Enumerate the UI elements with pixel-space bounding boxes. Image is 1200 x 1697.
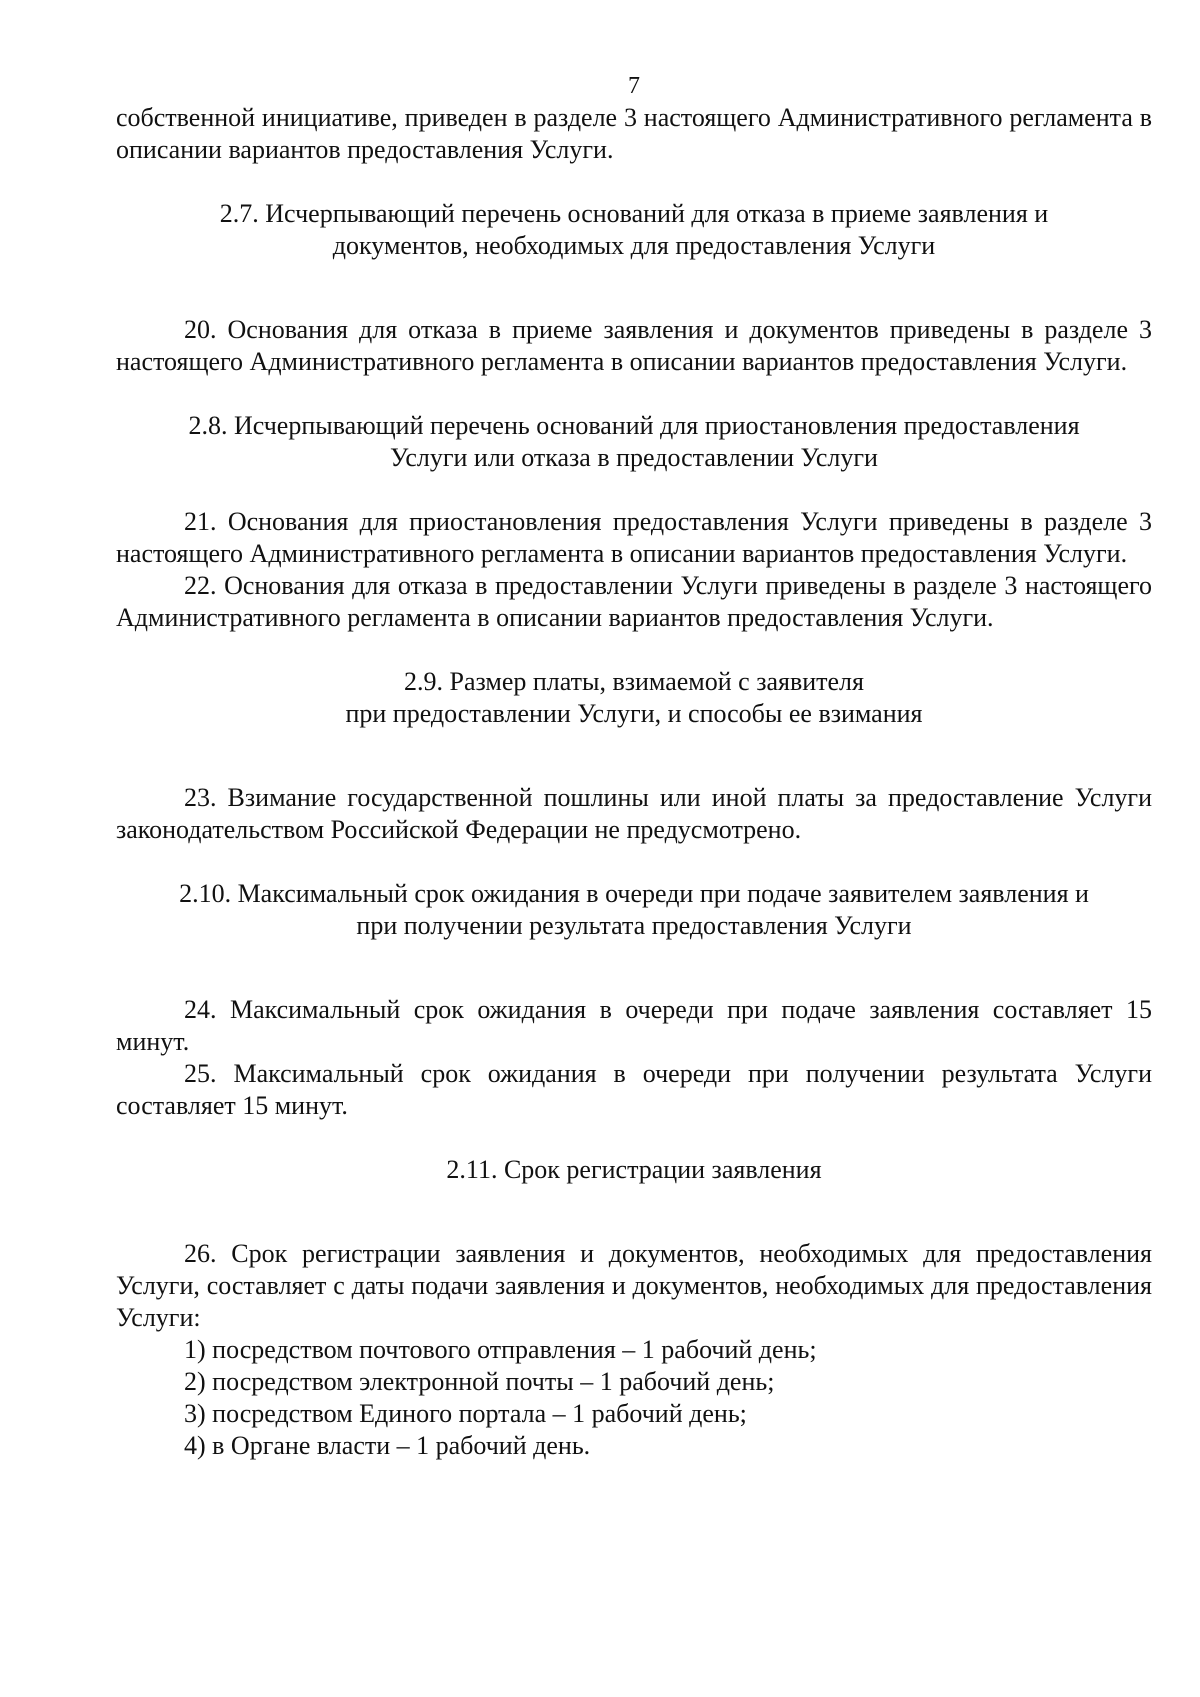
paragraph-24: 24. Максимальный срок ожидания в очереди при подаче заявления составляет 15 минут. <box>116 995 1152 1056</box>
heading-line: при предоставлении Услуги, и способы ее взимания <box>345 699 923 728</box>
section-heading-2-10 <box>116 878 1152 942</box>
paragraph-26: 26. Срок регистрации заявления и документов, необходимых для предоставления Услуги, составляет с даты подачи заявления и документов, необходимых для предоставления Услуги: <box>116 1239 1152 1332</box>
page-number: 7 <box>628 73 640 99</box>
section-heading-2-8 <box>116 410 1152 474</box>
heading-line: 2.8. Исчерпывающий перечень оснований для приостановления предоставления <box>188 411 1080 440</box>
heading-line: 2.11. Срок регистрации заявления <box>446 1155 822 1184</box>
paragraph-22: 22. Основания для отказа в предоставлении Услуги приведены в разделе 3 настоящего Административного регламента в описании вариантов предоставления Услуги. <box>116 571 1152 632</box>
heading-line: 2.10. Максимальный срок ожидания в очереди при подаче заявителем заявления и <box>179 879 1089 908</box>
paragraph-20: 20. Основания для отказа в приеме заявления и документов приведены в разделе 3 настоящего Административного регламента в описании вариантов предоставления Услуги. <box>116 315 1152 376</box>
paragraph-25: 25. Максимальный срок ожидания в очереди при получении результата Услуги составляет 15 минут. <box>116 1059 1152 1120</box>
paragraph-intro: собственной инициативе, приведен в разделе 3 настоящего Административного регламента в описании вариантов предоставления Услуги. <box>116 103 1152 164</box>
list-item: 2) посредством электронной почты – 1 рабочий день; <box>184 1367 775 1396</box>
section-heading-2-11 <box>116 1154 1152 1186</box>
heading-line: Услуги или отказа в предоставлении Услуги <box>390 443 878 472</box>
list-item: 4) в Органе власти – 1 рабочий день. <box>184 1431 591 1460</box>
paragraph-23: 23. Взимание государственной пошлины или иной платы за предоставление Услуги законодательством Российской Федерации не предусмотрено. <box>116 783 1152 844</box>
paragraph-21: 21. Основания для приостановления предоставления Услуги приведены в разделе 3 настоящего Административного регламента в описании вариантов предоставления Услуги. <box>116 507 1152 568</box>
heading-line: 2.7. Исчерпывающий перечень оснований для отказа в приеме заявления и <box>219 199 1049 228</box>
heading-line: документов, необходимых для предоставления Услуги <box>332 231 936 260</box>
section-heading-2-7 <box>116 198 1152 262</box>
heading-line: при получении результата предоставления Услуги <box>356 911 912 940</box>
section-heading-2-9 <box>116 666 1152 730</box>
list-item: 3) посредством Единого портала – 1 рабочий день; <box>184 1399 747 1428</box>
heading-line: 2.9. Размер платы, взимаемой с заявителя <box>403 667 864 696</box>
list-item: 1) посредством почтового отправления – 1 рабочий день; <box>184 1335 817 1364</box>
